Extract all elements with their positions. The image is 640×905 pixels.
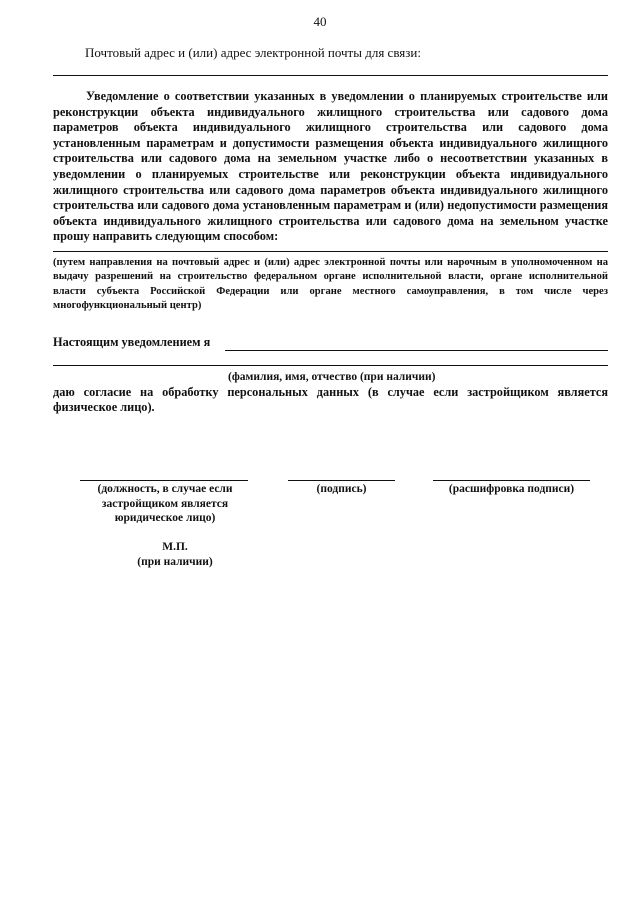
stamp-label: М.П. <box>162 541 188 553</box>
contact-address-label: Почтовый адрес и (или) адрес электронной почты для связи: <box>85 45 421 60</box>
signature-decoding-line <box>433 480 590 481</box>
delivery-method-note: (путем направления на почтовый адрес и (или) адрес электронной почты или нарочным в уполномоченном на выдачу разрешений на строительство федеральном органе исполнительной власти, органе исполнительной власти субъекта Российской Федерации или органе местного самоуправления, в том числе через многофункциональный центр) <box>53 257 608 312</box>
signature-caption: (подпись) <box>316 483 367 495</box>
position-line <box>80 480 248 481</box>
delivery-method-line <box>53 251 608 252</box>
fio-continuation-line <box>53 365 608 366</box>
stamp-note: (при наличии) <box>137 555 213 568</box>
signature-line <box>288 480 395 481</box>
fio-caption: (фамилия, имя, отчество (при наличии) <box>228 371 436 383</box>
contact-address-line <box>53 75 608 76</box>
signature-decoding-caption: (расшифровка подписи) <box>448 483 575 495</box>
notice-paragraph: Уведомление о соответствии указанных в уведомлении о планируемых строительстве или реконструкции объекта индивидуального жилищного строительства или садового дома параметров объекта индивидуального жилищного строительства или садового дома установленным параметрам и допустимости размещения объекта индивидуального жилищного строительства или садового дома на земельном участке либо о несоответствии указанных в уведомлении о планируемых строительстве или реконструкции объекта индивидуального жилищного строительства или садового дома параметров объекта индивидуального жилищного строительства или садового дома установленным параметрам и (или) недопустимости размещения объекта индивидуального жилищного строительства или садового дома на земельном участке прошу направить следующим способом: <box>53 89 608 244</box>
consent-paragraph: даю согласие на обработку персональных данных (в случае если застройщиком является физическое лицо). <box>53 385 608 414</box>
fio-line <box>225 350 608 351</box>
stamp-block <box>130 540 220 569</box>
notice-start-label: Настоящим уведомлением я <box>53 335 211 349</box>
page-number: 40 <box>313 14 327 29</box>
position-caption: (должность, в случае если застройщиком является юридическое лицо) <box>97 483 233 525</box>
